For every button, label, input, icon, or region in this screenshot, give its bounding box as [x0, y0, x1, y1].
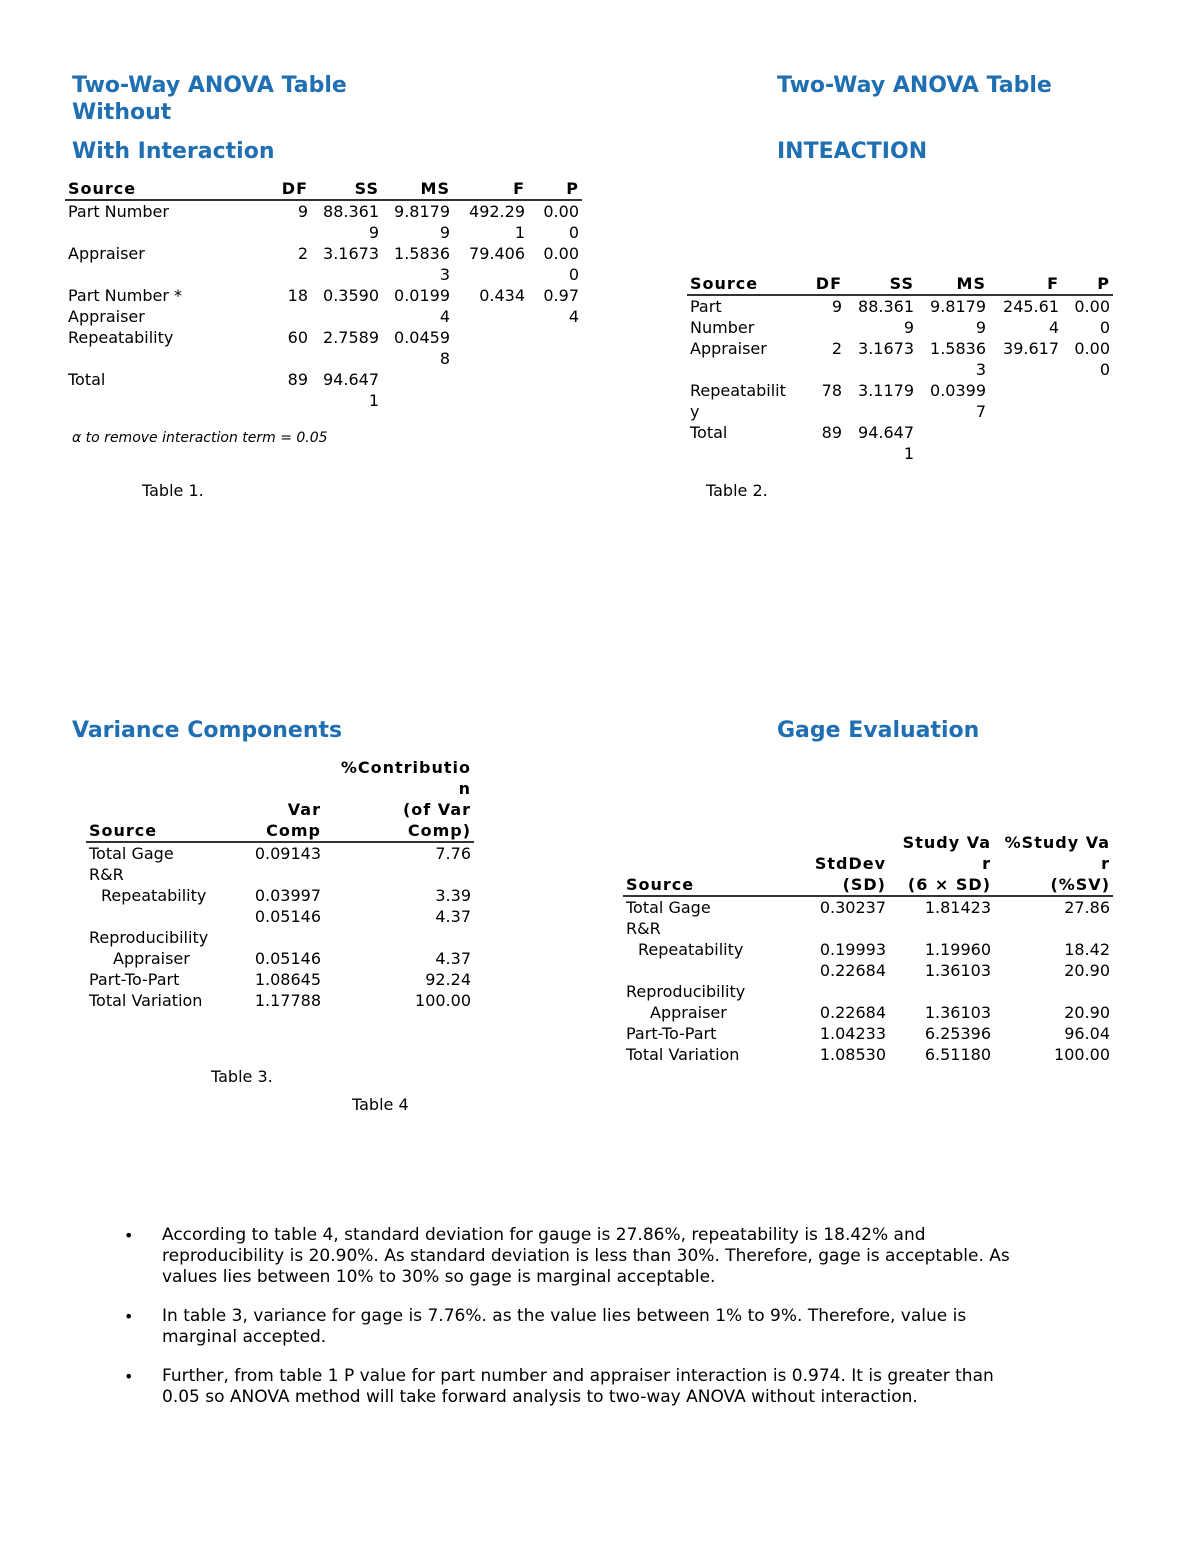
table-row — [86, 969, 474, 990]
table-cell: 1.81423 — [924, 898, 991, 917]
table-cell: 0.22684 — [819, 961, 886, 980]
table-cell: 3.1179 — [858, 381, 914, 400]
row-label: Appraiser — [113, 949, 190, 968]
table-cell: 492.29 1 — [469, 202, 525, 242]
column-header: SS — [845, 273, 917, 295]
table-row — [623, 1023, 1113, 1044]
table-cell: 1.04233 — [819, 1024, 886, 1043]
table-cell: 0.97 4 — [543, 286, 579, 326]
table-cell: 0.00 0 — [543, 244, 579, 284]
table-cell: 100.00 — [1054, 1045, 1110, 1064]
table-cell: 18 — [287, 286, 308, 305]
table-cell — [1062, 380, 1113, 422]
table-cell: 3.39 — [435, 886, 471, 905]
table-cell: 9 — [297, 202, 308, 221]
row-label: Repeatability — [68, 328, 174, 347]
row-label: Part Number * Appraiser — [68, 286, 183, 326]
table-cell: 0.00 0 — [543, 202, 579, 242]
table1-heading — [72, 72, 347, 126]
column-header: MS — [917, 273, 989, 295]
column-header: F — [453, 178, 528, 200]
table2-caption: Table 2. — [706, 481, 768, 500]
table-cell: 4.37 — [435, 949, 471, 968]
table-row — [86, 990, 474, 1011]
row-label: Appraiser — [68, 244, 145, 263]
table-cell: 88.361 9 — [323, 202, 379, 242]
table-cell: 1.36103 — [924, 961, 991, 980]
table-row — [86, 906, 474, 927]
column-header: MS — [382, 178, 453, 200]
table1-caption: Table 1. — [142, 481, 204, 500]
table1-heading-line1: Two-Way ANOVA Table — [72, 73, 347, 98]
table-cell: 94.647 1 — [858, 423, 914, 463]
row-label: Total — [68, 370, 106, 389]
table-cell: 20.90 — [1064, 961, 1110, 980]
table-cell: 89 — [821, 423, 842, 442]
table-row — [65, 243, 582, 285]
table-cell: 245.61 4 — [1003, 297, 1059, 337]
table-row — [65, 327, 582, 369]
table-cell: 0.19993 — [819, 940, 886, 959]
table-cell: 9 — [831, 297, 842, 316]
row-label: Repeatability — [638, 940, 744, 959]
table-cell — [793, 981, 889, 1002]
table2-subheading: INTEACTION — [777, 139, 928, 164]
row-label: Part-To-Part — [626, 1024, 717, 1043]
table-cell — [1062, 422, 1113, 464]
row-label: Part-To-Part — [89, 970, 180, 989]
table-cell — [382, 369, 453, 411]
table-cell: 9.8179 9 — [394, 202, 450, 242]
table-cell: 94.647 1 — [323, 370, 379, 410]
column-header: DF — [265, 178, 311, 200]
table-cell: 20.90 — [1064, 1003, 1110, 1022]
table-row — [687, 380, 1113, 422]
table-header-row — [623, 832, 1113, 896]
finding-item: • According to table 4, standard deviation for gauge is 27.86%, repeatability is 18.42% and reproducibility is 20.90%. As standard deviation is less than 30%. Therefore, gage is acceptable. As values lies between 10% to 30% so gage is marginal acceptable. — [120, 1225, 1020, 1288]
row-label: Total Variation — [626, 1045, 740, 1064]
table-cell: 7.76 — [435, 844, 471, 863]
table-row — [86, 885, 474, 906]
table-cell: 0.00 0 — [1074, 339, 1110, 379]
table-cell — [528, 327, 582, 369]
column-header: F — [989, 273, 1062, 295]
table-row — [687, 422, 1113, 464]
table-row — [623, 1002, 1113, 1023]
finding-item: • Further, from table 1 P value for part number and appraiser interaction is 0.974. It is greater than 0.05 so ANOVA method will take forward analysis to two-way ANOVA without interaction. — [120, 1366, 1020, 1408]
table-cell — [917, 422, 989, 464]
table-cell: 0.0199 4 — [394, 286, 450, 326]
table-row — [65, 285, 582, 327]
table-cell: 0.05146 — [254, 949, 321, 968]
table-row — [65, 200, 582, 243]
table-cell: 92.24 — [425, 970, 471, 989]
table3-heading: Variance Components — [72, 718, 343, 743]
column-header: StdDev (SD) — [793, 832, 889, 896]
row-label: Total Gage R&R — [626, 898, 711, 938]
findings-list — [120, 1225, 1020, 1426]
table-cell: 1.19960 — [924, 940, 991, 959]
row-label: Reproducibility — [89, 928, 209, 947]
row-label: Repeatabilit y — [690, 381, 786, 421]
row-label: Total Gage R&R — [89, 844, 174, 884]
table-cell — [453, 327, 528, 369]
row-label: Part Number — [690, 297, 755, 337]
table-row — [65, 369, 582, 411]
row-label: Total — [690, 423, 728, 442]
table-cell: 100.00 — [415, 991, 471, 1010]
table-cell: 79.406 — [469, 244, 525, 263]
table-header-row — [86, 757, 474, 842]
table-cell: 88.361 9 — [858, 297, 914, 337]
anova-table-with-interaction — [65, 178, 582, 411]
table-cell: 3.1673 — [858, 339, 914, 358]
table-cell — [989, 380, 1062, 422]
table-cell — [994, 981, 1113, 1002]
table-cell — [989, 422, 1062, 464]
table-header-row — [687, 273, 1113, 295]
table-cell: 6.25396 — [924, 1024, 991, 1043]
column-header: DF — [797, 273, 845, 295]
table-cell: 2.7589 — [323, 328, 379, 347]
table-row — [86, 842, 474, 885]
table-cell: 9.8179 9 — [930, 297, 986, 337]
table-cell — [248, 927, 324, 948]
table-cell: 78 — [821, 381, 842, 400]
table-cell: 0.0399 7 — [930, 381, 986, 421]
variance-components-table — [86, 757, 474, 1011]
table-row — [86, 927, 474, 948]
table-cell — [324, 927, 474, 948]
table-row — [623, 896, 1113, 939]
table-cell: 2 — [297, 244, 308, 263]
table-cell: 0.3590 — [323, 286, 379, 305]
row-label: Part Number — [68, 202, 169, 221]
table-cell: 1.36103 — [924, 1003, 991, 1022]
column-header: Var Comp — [248, 757, 324, 842]
column-header: P — [528, 178, 582, 200]
table4-caption: Table 4 — [352, 1095, 409, 1114]
table-cell — [453, 369, 528, 411]
table-cell: 4.37 — [435, 907, 471, 926]
row-label: Reproducibility — [626, 982, 746, 1001]
table-cell: 2 — [831, 339, 842, 358]
table-cell: 89 — [287, 370, 308, 389]
table1-subheading: With Interaction — [72, 139, 275, 164]
table-cell — [889, 981, 994, 1002]
table-cell: 6.51180 — [924, 1045, 991, 1064]
table-cell: 1.08530 — [819, 1045, 886, 1064]
table-row — [687, 295, 1113, 338]
row-label: Appraiser — [650, 1003, 727, 1022]
table-cell: 0.22684 — [819, 1003, 886, 1022]
row-label: Appraiser — [690, 339, 767, 358]
table-cell: 0.434 — [479, 286, 525, 305]
row-label — [86, 906, 248, 927]
row-label: Total Variation — [89, 991, 203, 1010]
table1-heading-line2: Without — [72, 100, 172, 125]
column-header: Source — [65, 178, 265, 200]
table2-heading: Two-Way ANOVA Table — [777, 73, 1052, 98]
column-header: Source — [623, 832, 793, 896]
table-row — [623, 981, 1113, 1002]
table-cell: 1.5836 3 — [930, 339, 986, 379]
column-header: Study Va r (6 × SD) — [889, 832, 994, 896]
table-cell: 18.42 — [1064, 940, 1110, 959]
row-label: Repeatability — [101, 886, 207, 905]
table-row — [86, 948, 474, 969]
table-row — [687, 338, 1113, 380]
column-header: %Contributio n (of Var Comp) — [324, 757, 474, 842]
row-label — [623, 960, 793, 981]
table-cell: 0.05146 — [254, 907, 321, 926]
table-header-row — [65, 178, 582, 200]
table-cell: 39.617 — [1003, 339, 1059, 358]
table-cell: 1.17788 — [254, 991, 321, 1010]
column-header: SS — [311, 178, 382, 200]
anova-table-without-interaction — [687, 273, 1113, 464]
column-header: P — [1062, 273, 1113, 295]
table-cell: 3.1673 — [323, 244, 379, 263]
table3-caption: Table 3. — [211, 1067, 273, 1086]
table-cell: 1.08645 — [254, 970, 321, 989]
table-row — [623, 960, 1113, 981]
table-cell: 0.30237 — [819, 898, 886, 917]
table-cell: 27.86 — [1064, 898, 1110, 917]
table-cell — [528, 369, 582, 411]
table-cell: 96.04 — [1064, 1024, 1110, 1043]
finding-item: • In table 3, variance for gage is 7.76%. as the value lies between 1% to 9%. Therefore, value is marginal accepted. — [120, 1306, 1020, 1348]
table-cell: 0.00 0 — [1074, 297, 1110, 337]
gage-evaluation-table — [623, 832, 1113, 1065]
table-cell: 1.5836 3 — [394, 244, 450, 284]
column-header: %Study Va r (%SV) — [994, 832, 1113, 896]
alpha-note: α to remove interaction term = 0.05 — [72, 430, 328, 446]
table4-heading: Gage Evaluation — [777, 718, 980, 743]
table-row — [623, 1044, 1113, 1065]
table-cell: 0.03997 — [254, 886, 321, 905]
table-cell: 0.09143 — [254, 844, 321, 863]
table-cell: 0.0459 8 — [394, 328, 450, 368]
table-cell: 60 — [287, 328, 308, 347]
column-header: Source — [687, 273, 797, 295]
column-header: Source — [86, 757, 248, 842]
table-row — [623, 939, 1113, 960]
